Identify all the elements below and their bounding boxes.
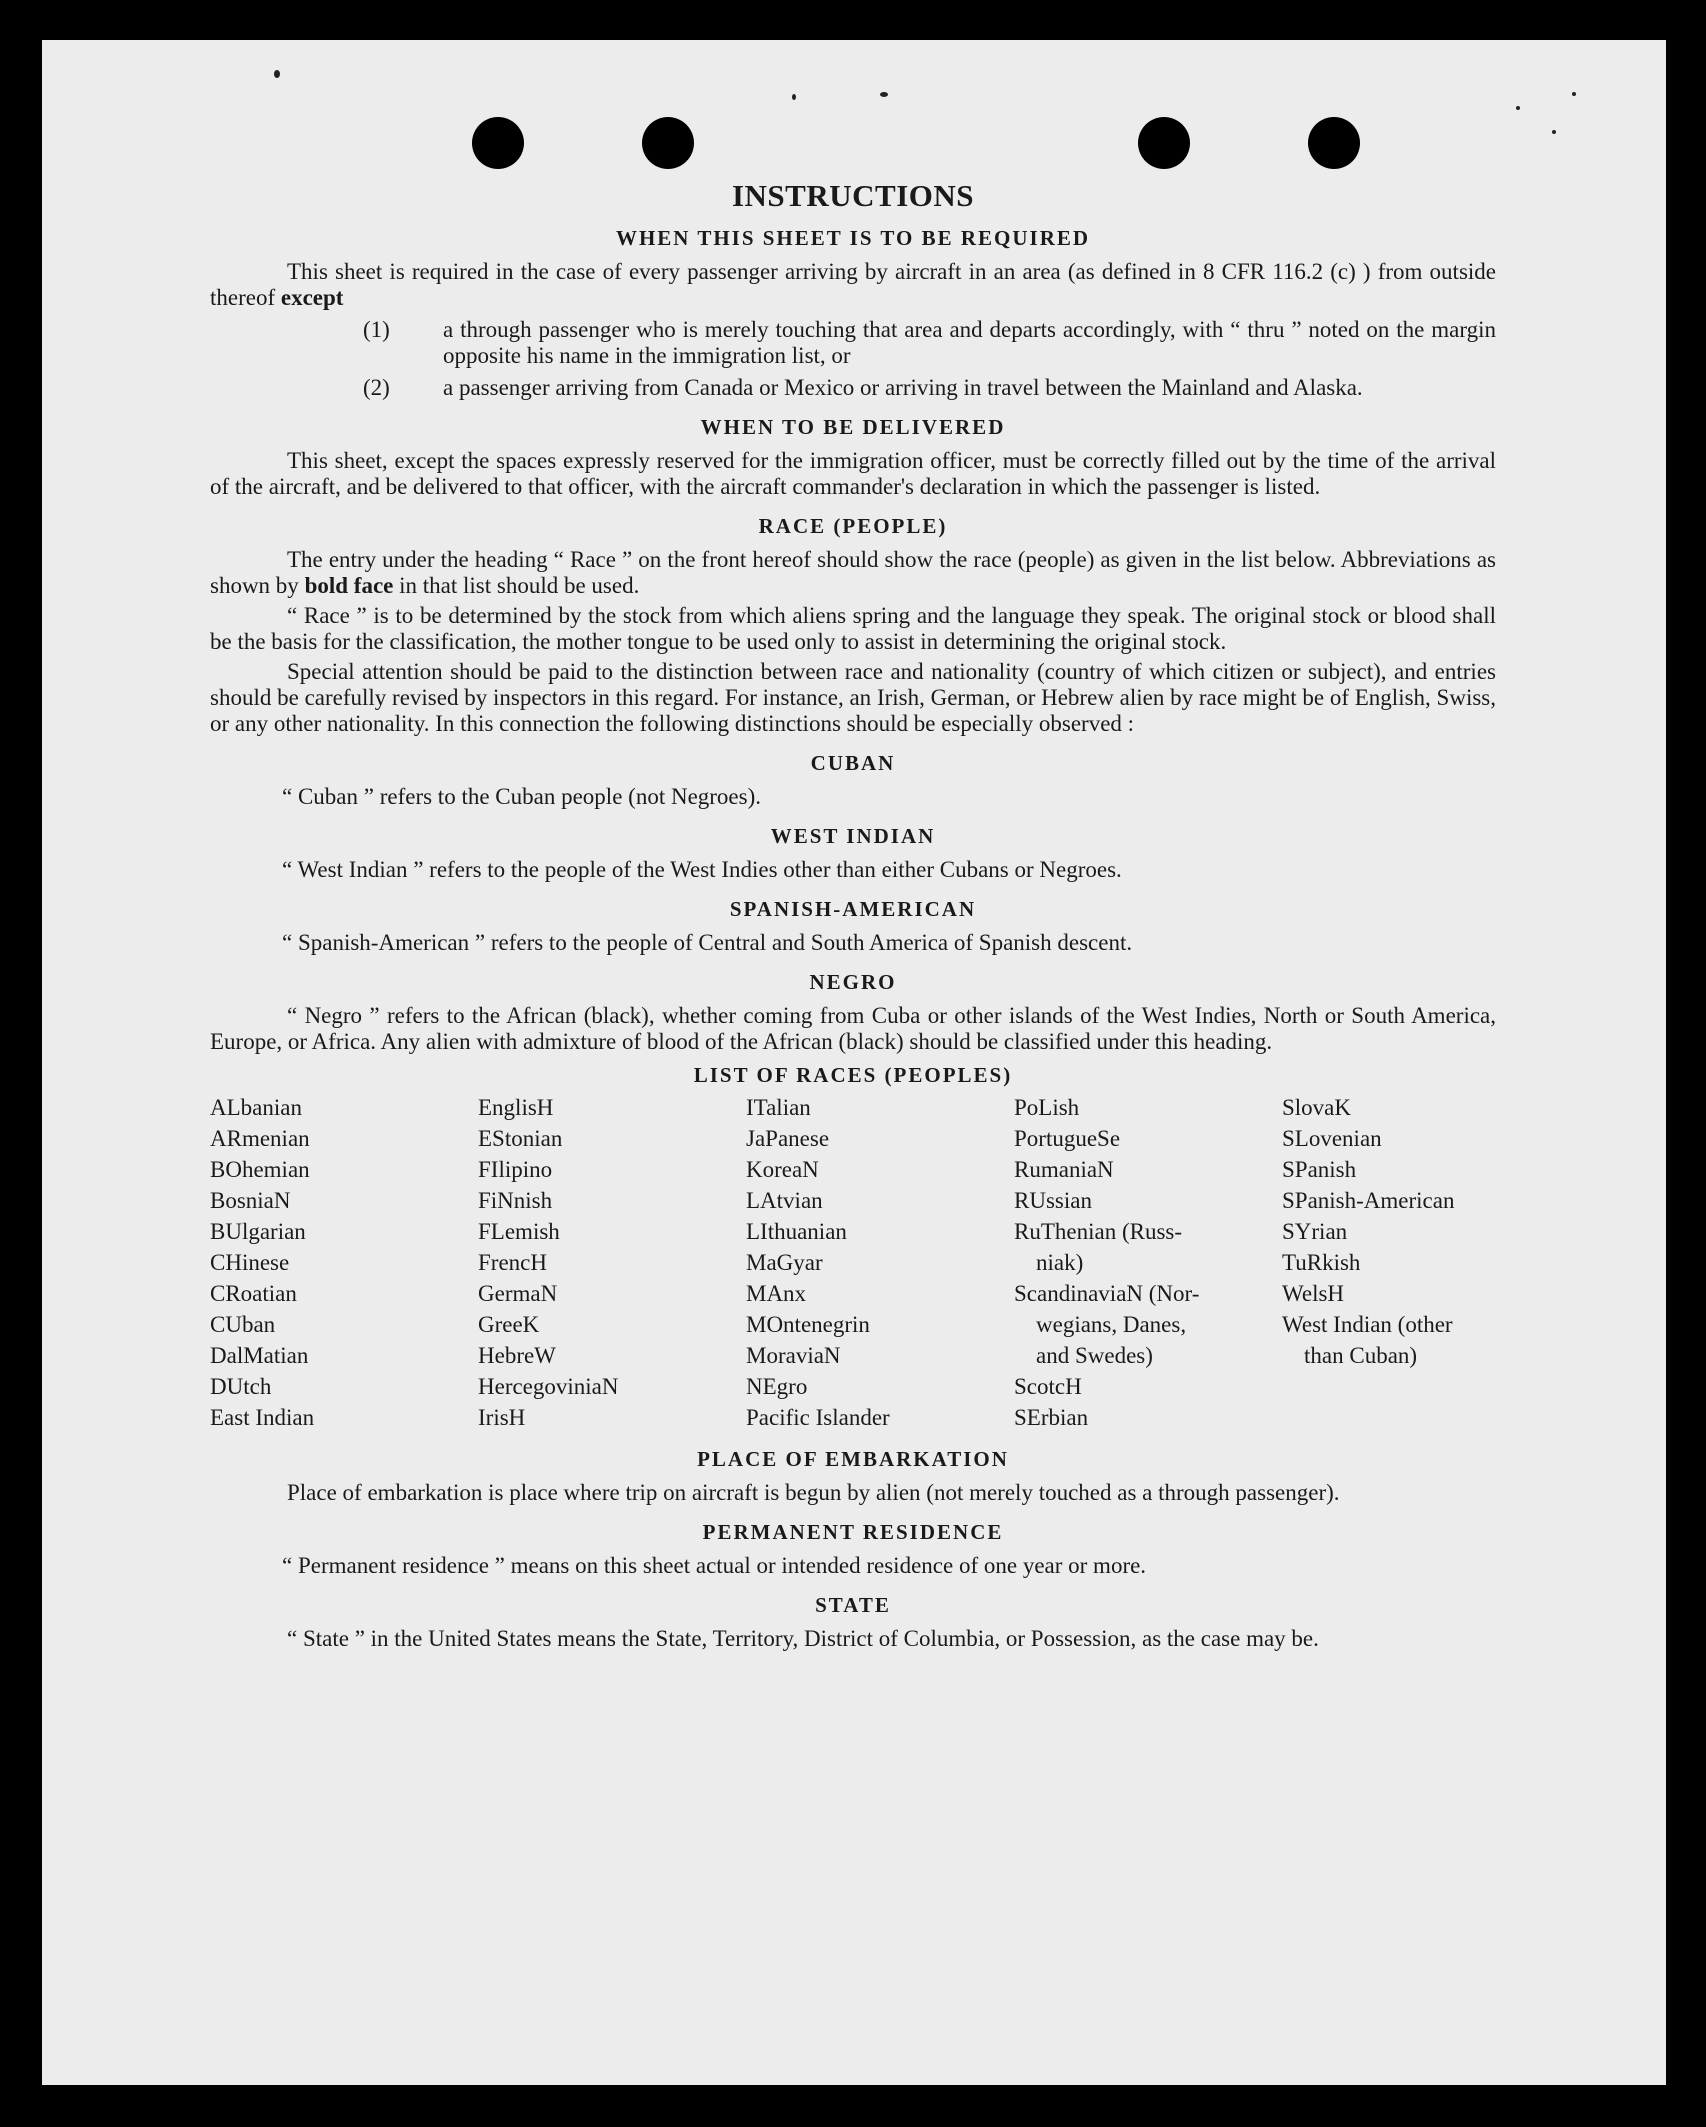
race-item: FrencH xyxy=(478,1250,547,1275)
race-item: LIthuanian xyxy=(746,1219,847,1244)
residence-definition: “ Permanent residence ” means on this sheet actual or intended residence of one year or more. xyxy=(282,1553,1147,1578)
races-column-2 xyxy=(478,1092,746,1433)
races-column-4 xyxy=(1014,1092,1282,1433)
exception-text: a passenger arriving from Canada or Mexico or arriving in travel between the Mainland and Alaska. xyxy=(443,375,1363,400)
section-heading-embarkation: PLACE OF EMBARKATION xyxy=(697,1447,1009,1471)
race-item: SPanish-American xyxy=(1282,1188,1455,1213)
race-item-continuation: niak) xyxy=(1036,1250,1084,1275)
negro-definition: “ Negro ” refers to the African (black), whether coming from Cuba or other islands of the West Indies, North or South America, Europe, or Africa. Any alien with admixture of blood of the African (black) should be classified under this heading. xyxy=(210,1003,1496,1054)
race-item: BosniaN xyxy=(210,1188,291,1213)
race-item: SPanish xyxy=(1282,1157,1357,1182)
race-paragraph-1: The entry under the heading “ Race ” on the front hereof should show the race (people) as given in the list below. Abbreviations as shown by bold face in that list should be used. xyxy=(210,547,1496,598)
race-item: SLovenian xyxy=(1282,1126,1382,1151)
race-item: RuThenian (Russ- xyxy=(1014,1219,1183,1244)
section-heading-when-required: WHEN THIS SHEET IS TO BE REQUIRED xyxy=(615,226,1091,250)
race-item: JaPanese xyxy=(746,1126,830,1151)
west-indian-definition: “ West Indian ” refers to the people of the West Indies other than either Cubans or Negroes. xyxy=(282,857,1122,882)
race-item-continuation: and Swedes) xyxy=(1036,1343,1153,1368)
race-item: CUban xyxy=(210,1312,276,1337)
punch-hole xyxy=(1138,117,1190,169)
race-item: TuRkish xyxy=(1282,1250,1361,1275)
punch-hole xyxy=(642,117,694,169)
race-item: DalMatian xyxy=(210,1343,309,1368)
race-paragraph-2: “ Race ” is to be determined by the stock from which aliens spring and the language they speak. The original stock or blood shall be the basis for the classification, the mother tongue to be used only to assist in determining the original stock. xyxy=(210,603,1496,654)
race-item: MOntenegrin xyxy=(746,1312,870,1337)
punch-hole xyxy=(1308,117,1360,169)
exception-item xyxy=(210,375,1496,401)
paper-speck xyxy=(1516,106,1520,110)
race-item: HercegoviniaN xyxy=(478,1374,619,1399)
race-item: GermaN xyxy=(478,1281,558,1306)
race-paragraph-3: Special attention should be paid to the distinction between race and nationality (country of which citizen or subject), and entries should be carefully revised by inspectors in this regard. For instance, an Irish, German, or Hebrew alien by race might be of English, Swiss, or any other nationality. In this connection the following distinctions should be especially observed : xyxy=(210,659,1496,736)
race-item: CRoatian xyxy=(210,1281,297,1306)
page-title: INSTRUCTIONS xyxy=(731,178,974,213)
races-column-5 xyxy=(1282,1092,1496,1433)
cuban-definition: “ Cuban ” refers to the Cuban people (not Negroes). xyxy=(282,784,762,809)
race-item: Pacific Islander xyxy=(746,1405,890,1430)
race-item: PoLish xyxy=(1014,1095,1080,1120)
race-item: IrisH xyxy=(478,1405,526,1430)
section-heading-cuban: CUBAN xyxy=(810,751,896,775)
paper-speck xyxy=(792,94,796,100)
race-item: SErbian xyxy=(1014,1405,1089,1430)
exception-number: (2) xyxy=(363,375,390,400)
race-item: FIlipino xyxy=(478,1157,553,1182)
section-heading-west-indian: WEST INDIAN xyxy=(770,824,936,848)
race-item: SYrian xyxy=(1282,1219,1348,1244)
section-heading-spanish-american: SPANISH-AMERICAN xyxy=(729,897,977,921)
races-list xyxy=(210,1092,1496,1433)
race-item: West Indian (other xyxy=(1282,1312,1453,1337)
state-definition: “ State ” in the United States means the State, Territory, District of Columbia, or Possession, as the case may be. xyxy=(287,1626,1319,1651)
race-item: FLemish xyxy=(478,1219,560,1244)
race-item: East Indian xyxy=(210,1405,315,1430)
race-item: WelsH xyxy=(1282,1281,1345,1306)
race-item: SlovaK xyxy=(1282,1095,1351,1120)
paper-speck xyxy=(880,92,888,97)
section-heading-negro: NEGRO xyxy=(809,970,897,994)
race-item: EStonian xyxy=(478,1126,563,1151)
race-item: CHinese xyxy=(210,1250,290,1275)
race-item: RUssian xyxy=(1014,1188,1092,1213)
paper-speck xyxy=(1552,130,1556,134)
race-item: DUtch xyxy=(210,1374,272,1399)
race-item-continuation: than Cuban) xyxy=(1304,1343,1418,1368)
when-required-intro: This sheet is required in the case of every passenger arriving by aircraft in an area (as defined in 8 CFR 116.2 (c) ) from outside thereof except xyxy=(210,259,1496,310)
section-heading-list-of-races: LIST OF RACES (PEOPLES) xyxy=(693,1063,1013,1087)
race-item: ScandinaviaN (Nor- xyxy=(1014,1281,1200,1306)
race-item: ALbanian xyxy=(210,1095,302,1120)
race-item: BOhemian xyxy=(210,1157,310,1182)
race-item: LAtvian xyxy=(746,1188,823,1213)
race-item: ScotcH xyxy=(1014,1374,1082,1399)
spanish-american-definition: “ Spanish-American ” refers to the people of Central and South America of Spanish descent. xyxy=(282,930,1133,955)
race-item: ITalian xyxy=(746,1095,811,1120)
race-item: PortugueSe xyxy=(1014,1126,1121,1151)
paper-speck xyxy=(274,70,280,78)
exception-item xyxy=(210,317,1496,369)
race-item: BUlgarian xyxy=(210,1219,306,1244)
race-item: RumaniaN xyxy=(1014,1157,1114,1182)
races-column-3 xyxy=(746,1092,1014,1433)
race-item: EnglisH xyxy=(478,1095,554,1120)
race-item: MoraviaN xyxy=(746,1343,841,1368)
paper-speck xyxy=(1572,92,1576,96)
race-item: FiNnish xyxy=(478,1188,553,1213)
race-item: ARmenian xyxy=(210,1126,310,1151)
race-item: KoreaN xyxy=(746,1157,819,1182)
race-item: GreeK xyxy=(478,1312,540,1337)
section-heading-state: STATE xyxy=(815,1593,891,1617)
embarkation-text: Place of embarkation is place where trip on aircraft is begun by alien (not merely touched as a through passenger). xyxy=(287,1480,1340,1505)
when-delivered-text: This sheet, except the spaces expressly reserved for the immigration officer, must be correctly filled out by the time of the arrival of the aircraft, and be delivered to that officer, with the aircraft commander's declaration in which the passenger is listed. xyxy=(210,448,1496,499)
races-column-1 xyxy=(210,1092,478,1433)
race-item-continuation: wegians, Danes, xyxy=(1036,1312,1187,1337)
exception-number: (1) xyxy=(363,317,390,342)
section-heading-when-delivered: WHEN TO BE DELIVERED xyxy=(700,415,1006,439)
section-heading-race: RACE (PEOPLE) xyxy=(758,514,948,538)
race-item: NEgro xyxy=(746,1374,808,1399)
punch-hole xyxy=(472,117,524,169)
instructions-content xyxy=(210,178,1496,1652)
exception-text: a through passenger who is merely touching that area and departs accordingly, with “ thru ” noted on the margin opposite his name in the immigration list, or xyxy=(443,317,1496,368)
race-item: HebreW xyxy=(478,1343,556,1368)
race-item: MAnx xyxy=(746,1281,807,1306)
section-heading-residence: PERMANENT RESIDENCE xyxy=(702,1520,1004,1544)
race-item: MaGyar xyxy=(746,1250,823,1275)
